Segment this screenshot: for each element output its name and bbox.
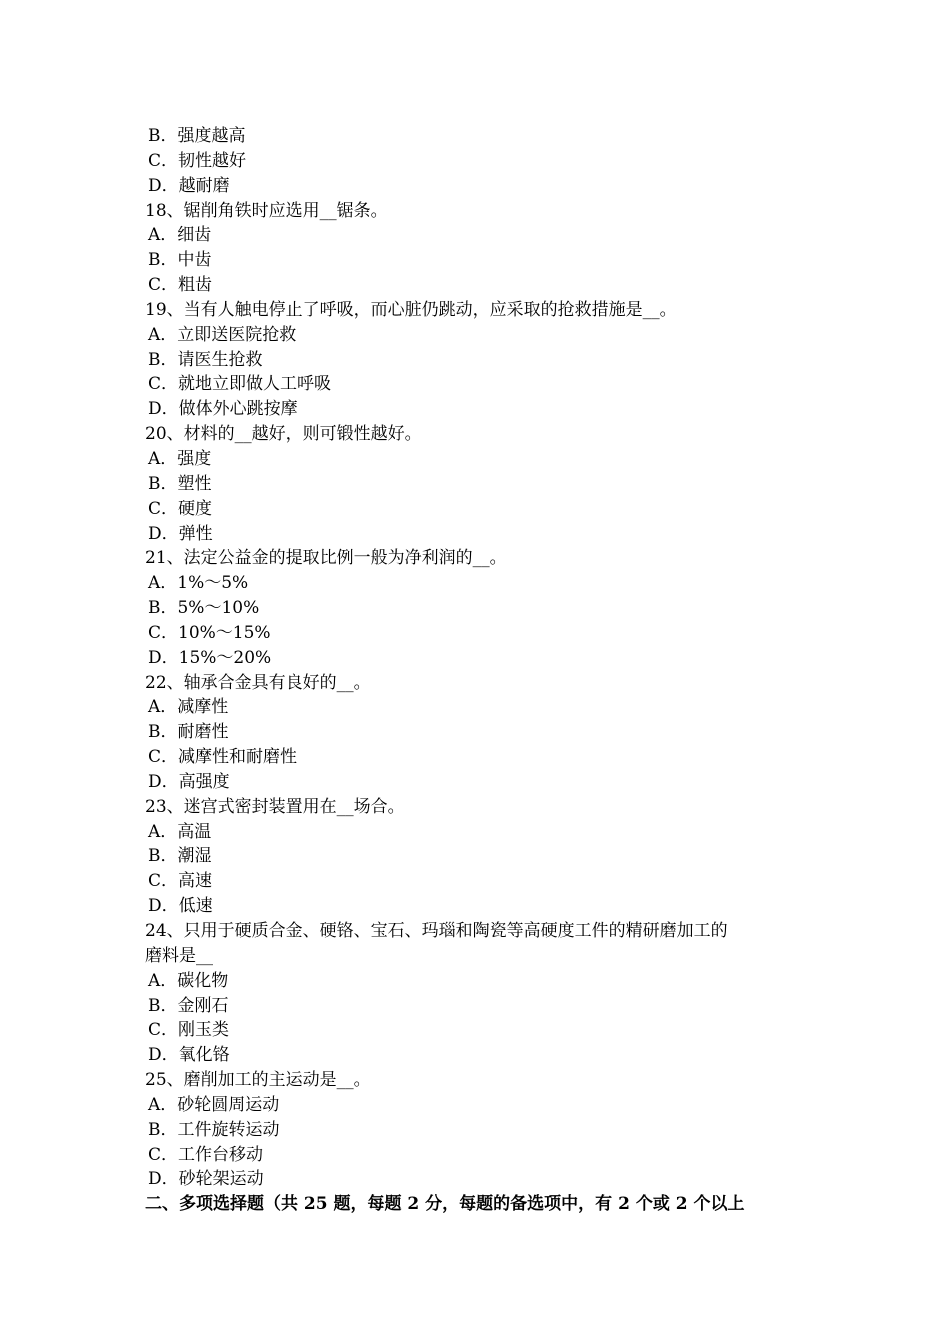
answer-option: B．潮湿 — [148, 846, 212, 867]
question-text: 24、只用于硬质合金、硬铬、宝石、玛瑙和陶瓷等高硬度工件的精研磨加工的 — [145, 921, 728, 941]
answer-option: D．做体外心跳按摩 — [148, 399, 298, 420]
answer-option: A．减摩性 — [148, 697, 229, 718]
answer-option: D．砂轮架运动 — [148, 1169, 264, 1190]
answer-option: A．碳化物 — [148, 970, 229, 991]
answer-option: C．硬度 — [148, 498, 213, 519]
answer-option: A．强度 — [148, 448, 212, 469]
answer-option: C．粗齿 — [148, 275, 213, 296]
question-text: 20、材料的__越好，则可锻性越好。 — [145, 424, 422, 445]
question-text: 22、轴承合金具有良好的__。 — [145, 672, 371, 693]
answer-option: C．10%～15% — [148, 622, 271, 643]
question-list — [145, 124, 825, 1217]
answer-option: C．高速 — [148, 871, 213, 892]
answer-option: D．低速 — [148, 896, 213, 917]
answer-option: D．弹性 — [148, 523, 213, 544]
question-text: 21、法定公益金的提取比例一般为净利润的__。 — [145, 548, 507, 569]
answer-option: B．耐磨性 — [148, 722, 229, 743]
question-text: 磨料是__ — [145, 945, 213, 966]
answer-option: C．就地立即做人工呼吸 — [148, 374, 332, 395]
question-text: 19、当有人触电停止了呼吸，而心脏仍跳动，应采取的抢救措施是__。 — [145, 299, 677, 320]
answer-option: B．强度越高 — [148, 126, 246, 146]
answer-option: A．细齿 — [148, 225, 212, 246]
answer-option: C．韧性越好 — [148, 150, 247, 171]
answer-option: A．高温 — [148, 821, 212, 842]
answer-option: B．金刚石 — [148, 995, 229, 1016]
answer-option: C．减摩性和耐磨性 — [148, 747, 298, 768]
answer-option: B．塑性 — [148, 473, 212, 494]
answer-option: D．氧化铬 — [148, 1045, 230, 1066]
answer-option: D．高强度 — [148, 771, 230, 792]
answer-option: D．15%～20% — [148, 647, 272, 668]
answer-option: D．越耐磨 — [148, 175, 230, 196]
question-text: 18、锯削角铁时应选用__锯条。 — [145, 200, 388, 221]
answer-option: A．砂轮圆周运动 — [148, 1094, 280, 1115]
answer-option: B．5%～10% — [148, 598, 260, 619]
question-text: 25、磨削加工的主运动是__。 — [145, 1070, 371, 1091]
answer-option: B．工件旋转运动 — [148, 1119, 280, 1140]
answer-option: B．中齿 — [148, 250, 212, 271]
answer-option: C．工作台移动 — [148, 1144, 264, 1165]
question-text: 23、迷宫式密封装置用在__场合。 — [145, 796, 405, 817]
answer-option: A．立即送医院抢救 — [148, 324, 297, 345]
answer-option: C．刚玉类 — [148, 1020, 230, 1041]
answer-option: A．1%～5% — [148, 573, 249, 594]
section-heading: 二、多项选择题（共 25 题，每题 2 分，每题的备选项中，有 2 个或 2 个以上 — [145, 1194, 745, 1215]
answer-option: B．请医生抢救 — [148, 349, 263, 370]
